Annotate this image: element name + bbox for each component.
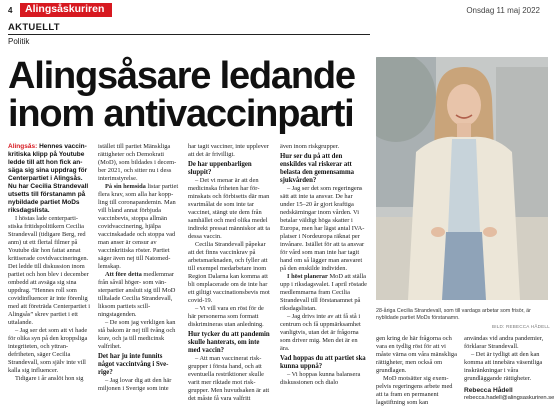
paragraph-lead-in: På sin hemsida [105,183,146,190]
article-paragraph: även inom riskgrupper. [280,143,340,150]
article-paragraph: användas vid andra pandemier, förklarar Strandevall. [464,335,544,350]
page-header [0,0,560,22]
portrait-illustration [376,57,548,300]
article-paragraph: istället till partiet Mänskliga rättigheter och Demokrati (MoD), som bildades i december 2021, och sitter nu i dess interimstyrelse. [98,143,177,182]
article-paragraph: har tagit vacciner, inte upplever att det är frivilligt. [188,143,269,158]
article-column-4 [280,143,368,420]
article-column-2 [98,143,180,420]
article-column-3 [188,143,270,420]
article-paragraph: – Det är tydligt att den kan komma att innebära väsentliga inskränkningar i våra grundläggande rättigheter. [464,351,543,382]
interview-question: De har uppenbarligen sluppit? [188,161,252,176]
article-paragraph: gen kring de här frågorna och vara en tydlig röst för att vi måste värna om våra mänskliga rättigheter, men också om grundlagen. [376,335,457,374]
article-lead: Alingsås: Hennes vaccinkritiska klipp på Youtube ledde till att hon fick ansäga sig sina uppdrag för Centerpartiet i Alingsås. Nu har Cecilia Strandevall utsetts till förstanamn på nybildade partiet MoDs riksdagslista. [8,143,89,214]
article-paragraph: – Vi hoppas kunna balansera diskussionen och dialo [280,371,361,386]
article-paragraph: – De som jag verkligen kan stå bakom är nej till tvång och krav, och ja till medicinsk valfrihet. [98,319,176,350]
author-byline: Rebecca Hådell [464,387,513,394]
article-headline [8,57,368,133]
interview-question: Hur tycker du att pandemin skulle hanterats, om inte med vaccin? [188,331,270,354]
article-paragraph: – Jag ser det som regeringens sätt att inte ta ansvar. De har under 15–20 år gjort kraftiga nedskärningar inom vården. Vi betalar väldigt höga skatter i Europa, men har lägst antal IVA-platser i Nordeuropa räknat per invånare. Istället för att ta ansvar för vård som man inte har tagit hand om så lägger man ansvaret på den enskilde individen. [280,185,365,272]
section-label: AKTUELLT [8,22,60,33]
section-divider [8,34,370,35]
article-column-5 [376,335,458,420]
article-paragraph: Att före detta medlemmar från såväl höger- som vänsterpartier ansluit sig till MoD tilltalade Cecilia Strandevall, liksom partiets scillningstagenden. [98,271,176,318]
portrait-photo [376,57,548,300]
photo-credit: BILD: REBECCA HÅDELL [492,324,550,329]
page-number: 4 [8,6,13,15]
author-email[interactable]: rebecca.hadell@alingsaskuriren.se [464,395,554,401]
interview-question: Det har ju inte funnits något vaccintvång i Sverige? [98,353,169,376]
photo-caption: 28-åriga Cecilia Strandevall, som till vardags arbetar som frisör, är nyblidade partiet MoDs förstanamn. [376,308,531,321]
interview-question: Vad hoppas du att partiet ska kunna uppnå? [280,355,366,370]
article-column-6 [464,335,554,420]
article-paragraph: Tidigare i år anslöt hon sig [15,375,84,382]
dateline-kicker: Alingsås: [8,143,38,150]
headline-line-2: inom antivaccinparti [8,93,354,135]
article-paragraph: – Jag lovar dig att den här miljonen i Sverige som inte [98,377,172,392]
article-paragraph: – Det vi menar är att den medicinska friheten har förminskats och förbisetts där man svartmålat de som inte tar vaccinet, stängt ute dem från samhället och med olika medel indirekt pressat människor att ta dessa vaccin. [188,177,270,240]
article-column-1 [8,143,90,420]
article-paragraph: Cecilia Strandevall påpekar att det finns vaccinkrav på arbetsmarknaden, och fyller att till exempel medarbetare inom Region Dalarna kan komma att bli omplacerade om de inte har ett giltigt vaccinationsbevis mot covid-19. [188,241,270,304]
subsection-label: Politik [8,37,30,46]
article-paragraph: – Jag drivs inte av att få stå i centrum och få uppmärksamhet vanligtvis, utan det är frågorna som driver mig. Men det är en ära. [280,313,361,352]
article-paragraph: – Jag ser det som att vi hade för olika syn på den kroppsliga integriteten, och yttrandefriheten, säger Cecilia Strandevall, som själv inte vill kalla sig influencer. [8,327,88,374]
newspaper-masthead: Alingsåskuriren [20,3,112,17]
article-paragraph: – Vi vill vara en röst för de här personerna som formatt diskrimineras utan anledning. [188,305,264,328]
article-paragraph: På sin hemsida listar partiet flera krav, som alla har koppling till coronapandemin. Man vill bland annat förbjuda vaccinbevis, stoppa allmän covidvaccinering, hjälpa vaccinskadade och stoppa vad man anser är censur av vaccinkritiska röster. Partiet säger även nej till Natomedlemskap. [98,183,179,270]
headline-line-1: Alingsåsare ledande [8,55,355,97]
article-paragraph: I höstas lade centerpartistiska fritidspolitikern Cecilia Strandevall (tidigare Berg, red anm) ut ett flertal filmer på Youtube där hon fattat annat kritiserade covidvaccineringen. Det ledde till diskussion inom partiet och hon blev i december ombedd att avsäga sig sina uppdrag. ”Hennes roll som covidinfluencer är inte förenlig med att företräda Centerpartiet i Alingsås” skrev partiet i ett uttalande. [8,215,90,326]
paragraph-lead-in: Att före detta [105,271,142,278]
paragraph-lead-in: I höst planerar [287,273,328,280]
article-paragraph: MoD motsätter sig exempelvis regeringens arbete med att ta fram en permanent lagstiftning som kan [376,375,453,406]
article-paragraph: I höst planerar MoD att ställa upp i riksdagsvalet. I april röstade medlemmarna fram Cecilia Strandevall till förstanamnet på riksdagslistan. [280,273,367,312]
article-paragraph: – Att man vaccinerat riskgrupper i första hand, och att eventuella restriktioner skulle varit mer riktade mot riskgrupper. Men huvudsaken är att det måste få vara valfritt [188,355,270,402]
issue-date: Onsdag 11 maj 2022 [466,6,540,15]
interview-question: Hur ser du på att den enskildes val riskerar att belasta den gemensamma sjukvården? [280,153,355,184]
